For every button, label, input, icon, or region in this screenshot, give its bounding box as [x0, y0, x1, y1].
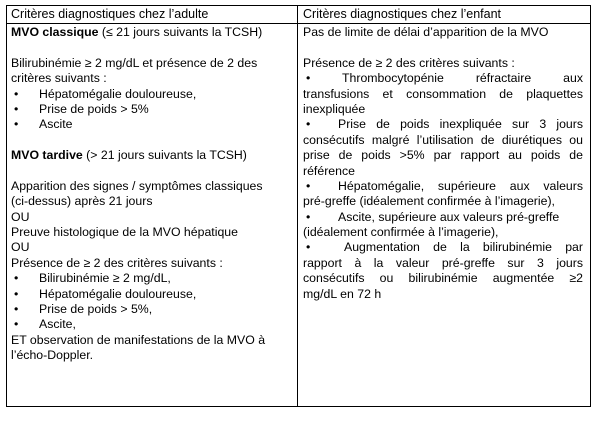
- child-criteria-cell: Pas de limite de délai d’apparition de la MVO Présence de ≥ 2 des critères suivants : • Thrombocytopénie réfractaire aux transfusions et consommation de plaquettes inexpliquée • Prise de poids inexpliquée sur 3 jours consécutifs malgré l’utilisation de diurétiques ou prise de poids >5% par rapport au poids de référence • Hépatomégalie, supérieure aux valeurs pré-greffe (idéalement confirmée à l’imagerie), • Ascite, supérieure aux valeurs pré-greffe (idéalement confirmée à l’imagerie), • Augmentation de la bilirubinémie par rapport à la valeur pré-greffe sur 3 jours consécutifs ou bilirubinémie augmentée ≥2 mg/dL en 72 h: [303, 25, 583, 301]
- or-text-1: OU: [11, 209, 30, 224]
- bullet-icon: •: [14, 117, 19, 132]
- signs-line-2: (ci-dessus) après 21 jours: [11, 194, 153, 209]
- list-item: • Ascite, supérieure aux valeurs pré-greffe: [303, 210, 583, 225]
- bili-line-2: critères suivants :: [11, 71, 107, 86]
- list-item: • Thrombocytopénie réfractaire aux: [303, 71, 583, 86]
- bullet-icon: •: [14, 302, 19, 317]
- criteria-table: [6, 5, 591, 407]
- bullet-icon: •: [306, 71, 311, 86]
- classic-heading: [11, 25, 294, 40]
- bullet-icon: •: [14, 86, 19, 101]
- bullet-icon: •: [306, 178, 311, 193]
- late-suffix: (> 21 jours suivants la TCSH): [82, 148, 247, 163]
- header-child: Critères diagnostiques chez l’enfant: [303, 7, 502, 21]
- list-item: • Hépatomégalie douloureuse,: [11, 87, 294, 102]
- presence-text: Présence de ≥ 2 des critères suivants :: [11, 255, 223, 270]
- list-item: • Bilirubinémie ≥ 2 mg/dL,: [11, 271, 294, 286]
- echo-line-2: l’écho-Doppler.: [11, 348, 94, 363]
- bullet-icon: •: [14, 271, 19, 286]
- bili-line-1: Bilirubinémie ≥ 2 mg/dL et présence de 2 des: [11, 55, 258, 70]
- list-item: • Prise de poids inexpliquée sur 3 jours: [303, 117, 583, 132]
- list-item: • Ascite: [11, 117, 294, 132]
- signs-line-1: Apparition des signes / symptômes classiques: [11, 178, 263, 193]
- column-divider: [297, 6, 298, 406]
- no-limit-text: Pas de limite de délai d’apparition de la MVO: [303, 25, 549, 39]
- header-divider: [7, 23, 590, 24]
- classic-title: MVO classique: [11, 25, 99, 39]
- or-text-2: OU: [11, 240, 30, 255]
- list-item: • Hépatomégalie, supérieure aux valeurs: [303, 179, 583, 194]
- bullet-icon: •: [306, 117, 311, 132]
- histology-text: Preuve histologique de la MVO hépatique: [11, 225, 238, 240]
- late-title: MVO tardive: [11, 148, 83, 163]
- adult-criteria-cell: [11, 25, 294, 364]
- echo-line-1: ET observation de manifestations de la MVO à: [11, 332, 266, 347]
- list-item: • Prise de poids > 5%: [11, 102, 294, 117]
- bullet-icon: •: [14, 317, 19, 332]
- bullet-icon: •: [306, 240, 311, 255]
- list-item: • Prise de poids > 5%,: [11, 302, 294, 317]
- classic-suffix: (≤ 21 jours suivants la TCSH): [98, 25, 263, 39]
- list-item: • Ascite,: [11, 317, 294, 332]
- late-heading: [11, 148, 294, 163]
- presence-text: Présence de ≥ 2 des critères suivants :: [303, 55, 515, 70]
- header-adult: Critères diagnostiques chez l’adulte: [11, 7, 209, 21]
- bullet-icon: •: [14, 286, 19, 301]
- bullet-icon: •: [14, 101, 19, 116]
- list-item: • Hépatomégalie douloureuse,: [11, 287, 294, 302]
- list-item: • Augmentation de la bilirubinémie par: [303, 240, 583, 255]
- bullet-icon: •: [306, 209, 311, 224]
